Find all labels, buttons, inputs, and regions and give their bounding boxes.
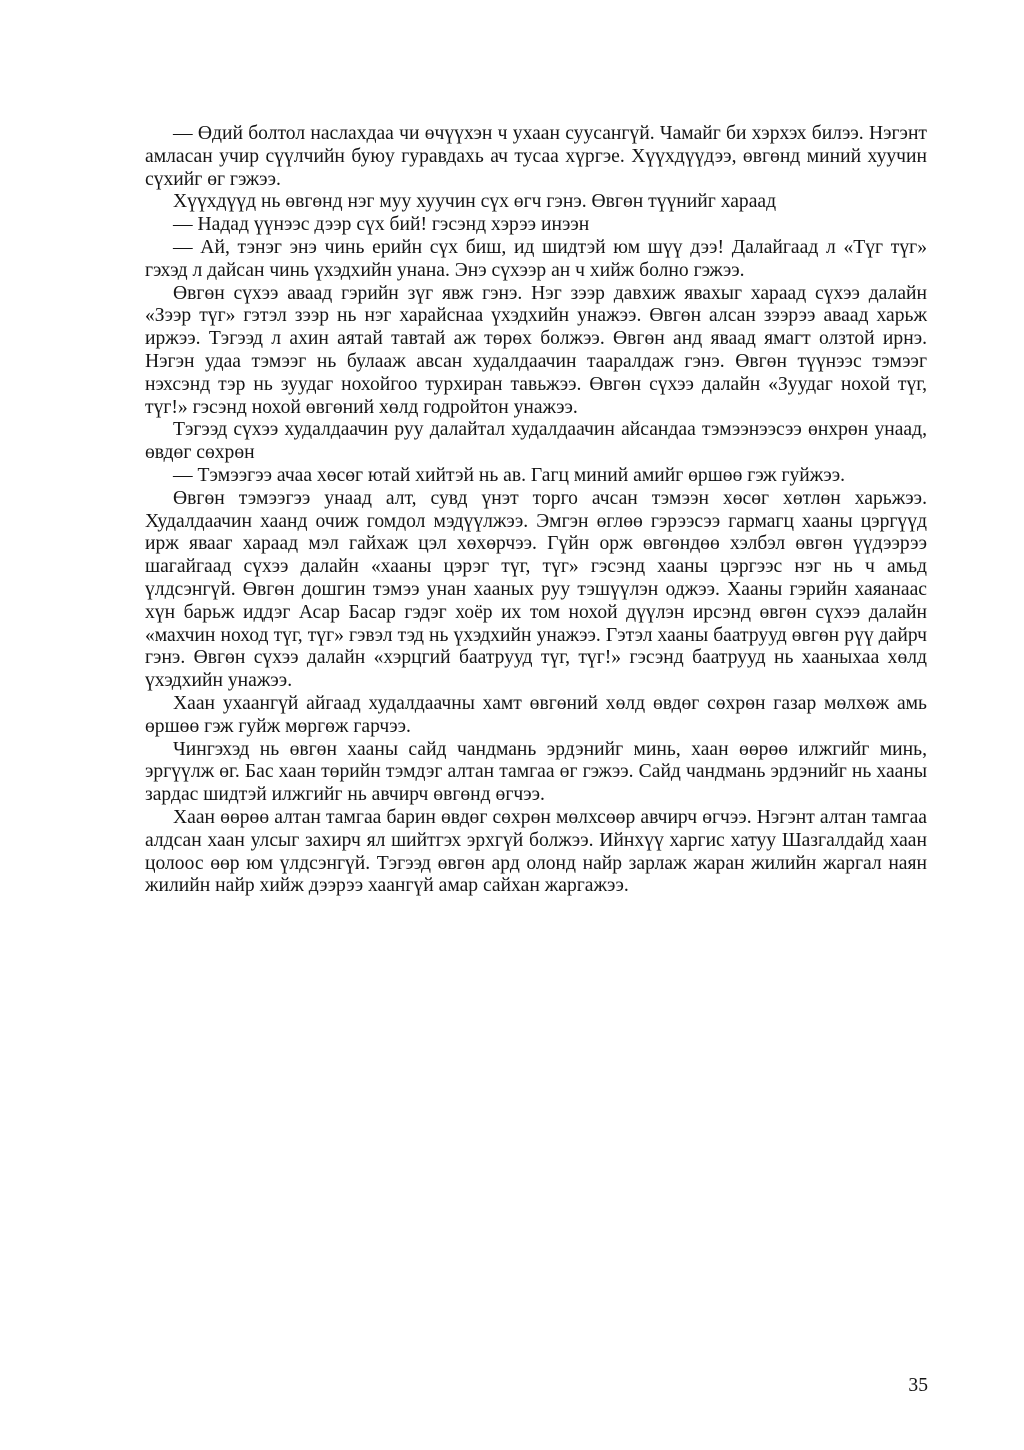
paragraph: Хаан ухаангүй айгаад худалдаачны хамт өвгөний хөлд өвдөг сөхрөн газар мөлхөж амь өршөө гэж гуйж мөргөж гарчээ. <box>145 692 927 737</box>
paragraph: — Тэмээгээ ачаа хөсөг ютай хийтэй нь ав. Гагц миний амийг өршөө гэж гуйжээ. <box>173 464 846 486</box>
page-number: 35 <box>908 1375 928 1396</box>
paragraph: Чингэхэд нь өвгөн хааны сайд чандмань эрдэнийг минь, хаан өөрөө илжгийг минь, эргүүлж өг. Бас хаан төрийн тэмдэг алтан тамгаа өг гэжээ. Сайд чандмань эрдэнийг нь хааны зардас шидтэй илжгийг нь авчирч өвгөнд өгчээ. <box>145 738 927 806</box>
paragraph: Хүүхдүүд нь өвгөнд нэг муу хуучин сүх өгч гэнэ. Өвгөн түүнийг хараад <box>173 191 777 213</box>
paragraph: — Өдий болтол наслахдаа чи өчүүхэн ч ухаан суусангүй. Чамайг би хэрхэх билээ. Нэгэнт амласан учир сүүлчийн буюу гуравдахь ач тусаа хүргэе. Хүүхдүүдээ, өвгөнд миний хуучин сүхийг өг гэжээ. <box>145 123 927 190</box>
paragraph: Хаан өөрөө алтан тамгаа барин өвдөг сөхрөн мөлхсөөр авчирч өгчээ. Нэгэнт алтан тамгаа алдсан хаан улсыг захирч ял шийтгэх эрхгүй болжээ. Ийнхүү харгис хатуу Шазгалдайд хаан цолоос өөр юм үлдсэнгүй. Тэгээд өвгөн ард олонд найр зарлаж жаран жилийн жаргал наян жилийн найр хийж дээрээ хаангүй амар сайхан жаргажээ. <box>145 806 927 897</box>
paragraph: — Надад үүнээс дээр сүх бий! гэсэнд хэрээ инээн <box>173 214 590 236</box>
story-text-body <box>145 123 927 898</box>
paragraph: Өвгөн сүхээ аваад гэрийн зүг явж гэнэ. Нэг зээр давхиж явахыг хараад сүхээ далайн «Зээр түг» гэтэл зээр нь нэг харайснаа үхэдхийн унажээ. Өвгөн алсан зээрээ аваад харьж иржээ. Тэгээд л ахин аятай тавтай аж төрөх болжээ. Өвгөн анд яваад ямагт олзтой ирнэ. Нэгэн удаа тэмээг нь булааж авсан худалдаачин тааралдаж гэнэ. Өвгөн түүнээс тэмээг нэхсэнд тэр нь зуудаг нохойгоо турхиран тавьжээ. Өвгөн сүхээ далайн «Зуудаг нохой түг, түг!» гэсэнд нохой өвгөний хөлд годройтон унажээ. <box>145 282 927 418</box>
paragraph: Өвгөн тэмээгээ унаад алт, сувд үнэт торго ачсан тэмээн хөсөг хөтлөн харьжээ. Худалдаачин хаанд очиж гомдол мэдүүлжээ. Эмгэн өглөө гэрээсээ гармагц хааны цэргүүд ирж явааг хараад мэл гайхаж цэл хөхөрчээ. Гүйн орж өвгөндөө хэлбэл өвгөн үүдээрээ шагайгаад сүхээ далайн «хааны цэрэг түг, түг» гэсэнд хааны цэргээс нэг нь ч амьд үлдсэнгүй. Өвгөн дошгин тэмээ унан хааных руу тэшүүлэн оджээ. Хааны гэрийн хаяанаас хүн барьж иддэг Асар Басар гэдэг хоёр их том нохой дүүлэн ирсэнд өвгөн сүхээ далайн «махчин ноход түг, түг» гэвэл тэд нь үхэдхийн унажээ. Гэтэл хааны баатрууд өвгөн рүү дайрч гэнэ. Өвгөн сүхээ далайн «хэрцгий баатрууд түг, түг!» гэсэнд баатрууд нь хааныхаа хөлд үхэдхийн унажээ. <box>145 487 927 692</box>
paragraph: Тэгээд сүхээ худалдаачин руу далайтал худалдаачин айсандаа тэмээнээсээ өнхрөн унаад, өвдөг сөхрөн <box>145 419 927 464</box>
paragraph: — Ай, тэнэг энэ чинь ерийн сүх биш, ид шидтэй юм шүү дээ! Далайгаад л «Түг түг» гэхэд л дайсан чинь үхэдхийн унана. Энэ сүхээр ан ч хийж болно гэжээ. <box>145 236 927 281</box>
